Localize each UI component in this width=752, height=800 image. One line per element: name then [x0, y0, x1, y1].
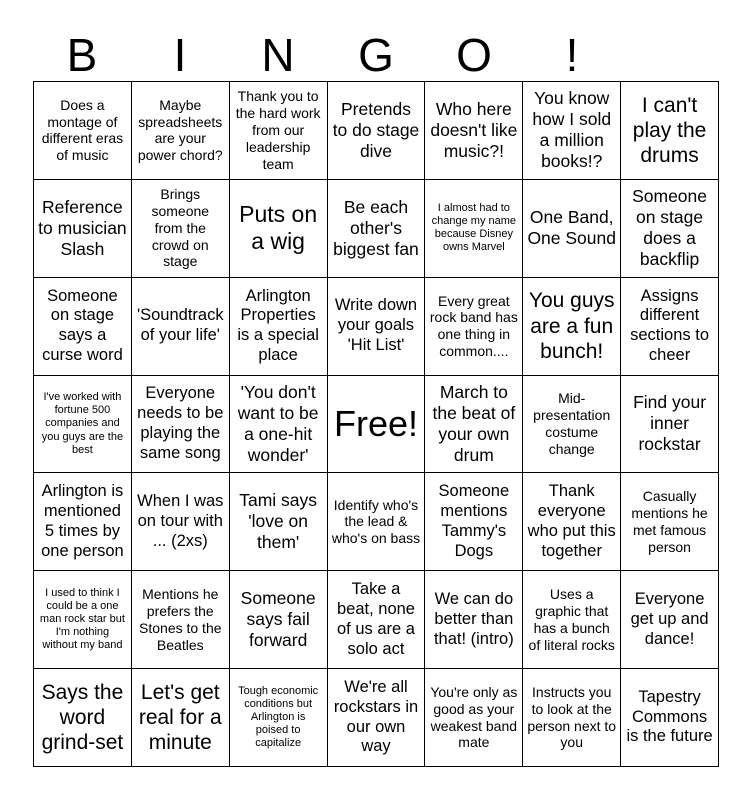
bingo-cell[interactable]: Instructs you to look at the person next to you	[523, 669, 621, 767]
bingo-cell[interactable]: March to the beat of your own drum	[425, 376, 523, 474]
bingo-cell[interactable]: Be each other's biggest fan	[328, 180, 426, 278]
bingo-cell[interactable]: Does a montage of different eras of music	[34, 82, 132, 180]
title-letter-o: O	[456, 29, 492, 81]
bingo-cell[interactable]: Someone on stage does a backflip	[621, 180, 719, 278]
bingo-cell[interactable]: Find your inner rockstar	[621, 376, 719, 474]
bingo-cell[interactable]: You guys are a fun bunch!	[523, 278, 621, 376]
bingo-cell[interactable]: When I was on tour with ... (2xs)	[132, 473, 230, 571]
bingo-cell[interactable]: Mid-presentation costume change	[523, 376, 621, 474]
bingo-cell[interactable]: Let's get real for a minute	[132, 669, 230, 767]
bingo-cell[interactable]: Write down your goals 'Hit List'	[328, 278, 426, 376]
title-letter-g: G	[358, 29, 394, 81]
bingo-cell[interactable]: 'You don't want to be a one-hit wonder'	[230, 376, 328, 474]
bingo-cell[interactable]: Someone mentions Tammy's Dogs	[425, 473, 523, 571]
bingo-title	[33, 28, 719, 82]
title-letter-n: N	[261, 29, 295, 81]
bingo-cell[interactable]: One Band, One Sound	[523, 180, 621, 278]
bingo-cell[interactable]: 'Soundtrack of your life'	[132, 278, 230, 376]
bingo-cell[interactable]: Tapestry Commons is the future	[621, 669, 719, 767]
bingo-cell[interactable]: Brings someone from the crowd on stage	[132, 180, 230, 278]
bingo-cell[interactable]: I've worked with fortune 500 companies and you guys are the best	[34, 376, 132, 474]
bingo-cell[interactable]: Everyone needs to be playing the same song	[132, 376, 230, 474]
bingo-cell[interactable]: Arlington Properties is a special place	[230, 278, 328, 376]
bingo-cell[interactable]: Reference to musician Slash	[34, 180, 132, 278]
bingo-cell[interactable]: Casually mentions he met famous person	[621, 473, 719, 571]
bingo-cell[interactable]: Tami says 'love on them'	[230, 473, 328, 571]
bingo-cell[interactable]: Tough economic conditions but Arlington is poised to capitalize	[230, 669, 328, 767]
bingo-cell[interactable]: Puts on a wig	[230, 180, 328, 278]
bingo-cell[interactable]: Maybe spreadsheets are your power chord?	[132, 82, 230, 180]
bingo-cell[interactable]: Arlington is mentioned 5 times by one person	[34, 473, 132, 571]
bingo-cell[interactable]: Thank you to the hard work from our leadership team	[230, 82, 328, 180]
bingo-cell[interactable]: Everyone get up and dance!	[621, 571, 719, 669]
bingo-cell[interactable]: Every great rock band has one thing in common....	[425, 278, 523, 376]
bingo-cell[interactable]: I almost had to change my name because Disney owns Marvel	[425, 180, 523, 278]
bingo-cell[interactable]: Someone on stage says a curse word	[34, 278, 132, 376]
bingo-cell[interactable]: Uses a graphic that has a bunch of literal rocks	[523, 571, 621, 669]
bingo-cell[interactable]: Someone says fail forward	[230, 571, 328, 669]
bingo-cell[interactable]: I can't play the drums	[621, 82, 719, 180]
bingo-cell[interactable]: You're only as good as your weakest band mate	[425, 669, 523, 767]
bingo-cell[interactable]: We're all rockstars in our own way	[328, 669, 426, 767]
title-letter-exclamation: !	[565, 29, 579, 81]
bingo-cell[interactable]: Pretends to do stage dive	[328, 82, 426, 180]
bingo-cell[interactable]: Mentions he prefers the Stones to the Beatles	[132, 571, 230, 669]
bingo-cell[interactable]: Take a beat, none of us are a solo act	[328, 571, 426, 669]
bingo-cell[interactable]: Identify who's the lead & who's on bass	[328, 473, 426, 571]
bingo-cell[interactable]: We can do better than that! (intro)	[425, 571, 523, 669]
title-letter-i: I	[173, 29, 187, 81]
bingo-cell[interactable]: Thank everyone who put this together	[523, 473, 621, 571]
bingo-cell[interactable]: You know how I sold a million books!?	[523, 82, 621, 180]
bingo-cell[interactable]: Who here doesn't like music?!	[425, 82, 523, 180]
bingo-cell[interactable]: I used to think I could be a one man rock star but I'm nothing without my band	[34, 571, 132, 669]
bingo-grid	[33, 81, 719, 767]
bingo-cell[interactable]: Assigns different sections to cheer	[621, 278, 719, 376]
free-space-cell[interactable]: Free!	[328, 376, 426, 474]
title-letter-b: B	[66, 29, 98, 81]
bingo-cell[interactable]: Says the word grind-set	[34, 669, 132, 767]
